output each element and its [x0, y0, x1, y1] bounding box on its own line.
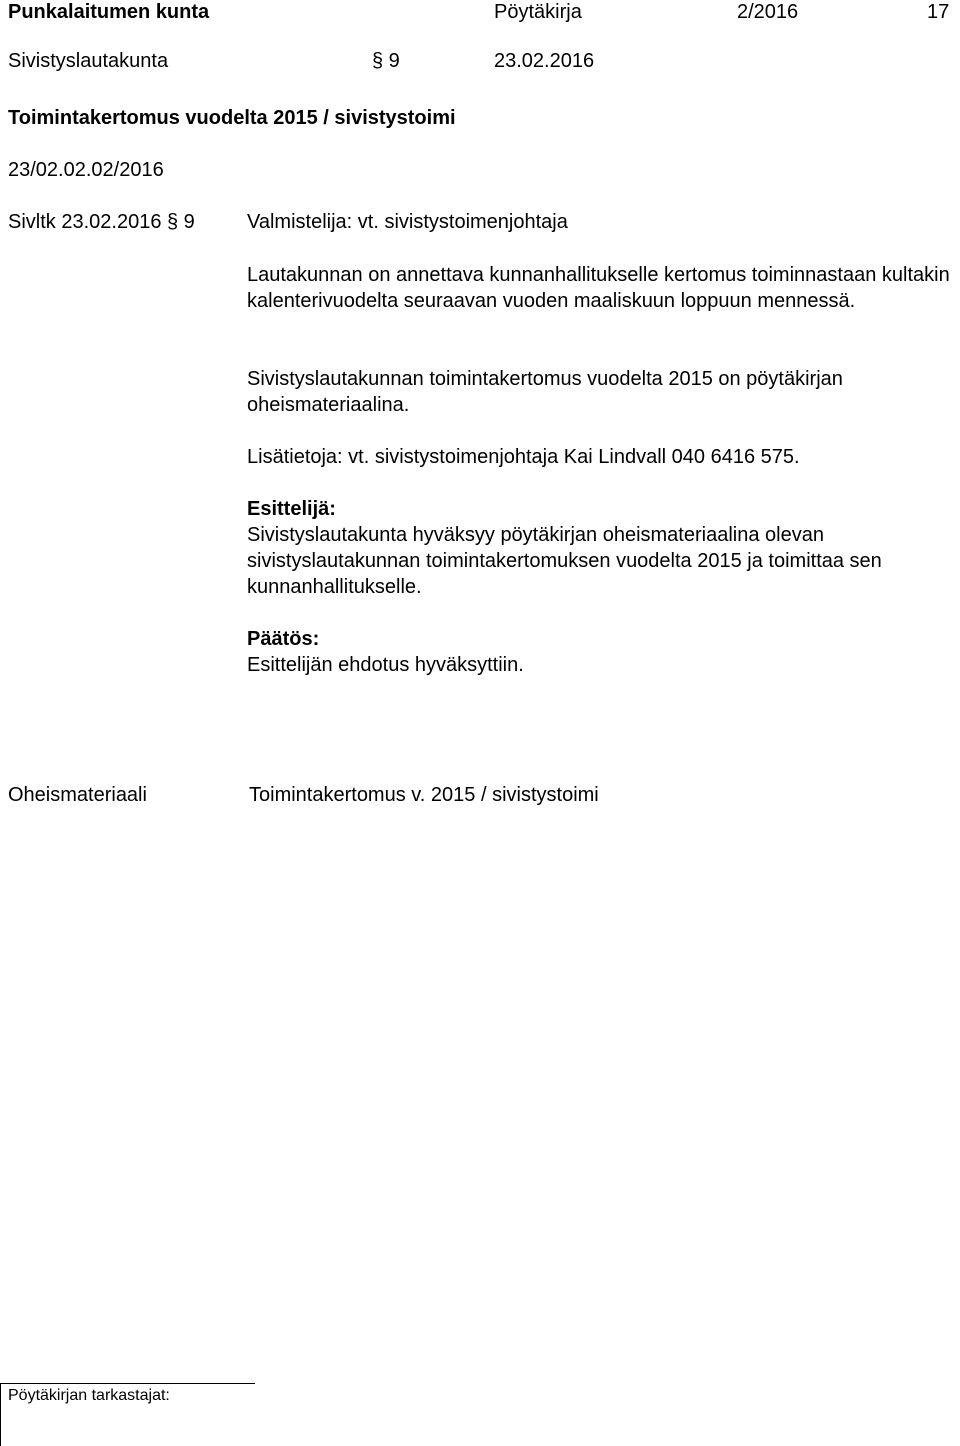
- document-type: Pöytäkirja: [494, 1, 582, 23]
- signature-box: [0, 1383, 255, 1446]
- decision-text: Esittelijän ehdotus hyväksyttiin.: [247, 654, 524, 676]
- page-title: Toimintakertomus vuodelta 2015 / sivistystoimi: [8, 107, 456, 129]
- preparer: Valmistelija: vt. sivistystoimenjohtaja: [247, 211, 568, 233]
- proposal-text: Sivistyslautakunta hyväksyy pöytäkirjan oheismateriaalina olevan sivistyslautakunnan toimintakertomuksen vuodelta 2015 ja toimittaa sen kunnanhallitukselle.: [247, 524, 882, 598]
- record-number: 23/02.02.02/2016: [8, 159, 164, 181]
- item-reference: Sivltk 23.02.2016 § 9: [8, 211, 195, 233]
- signature-label: Pöytäkirjan tarkastajat:: [8, 1387, 170, 1404]
- paragraph-attachment-note: [247, 366, 959, 418]
- paragraph-text: Lautakunnan on annettava kunnanhallitukselle kertomus toiminnastaan kultakin kalenterivuodelta seuraavan vuoden maaliskuun loppuun mennessä.: [247, 264, 950, 312]
- paragraph-text: Sivistyslautakunnan toimintakertomus vuodelta 2015 on pöytäkirjan oheismateriaalina.: [247, 368, 843, 416]
- decision-section: [247, 626, 959, 678]
- proposal-section: [247, 496, 959, 600]
- page-number: 17: [927, 1, 950, 23]
- attachment-label: Oheismateriaali: [8, 784, 147, 806]
- paragraph-text: Lisätietoja: vt. sivistystoimenjohtaja Kai Lindvall 040 6416 575.: [247, 446, 800, 468]
- issue-number: 2/2016: [737, 1, 799, 23]
- section-number: § 9: [372, 50, 400, 72]
- meeting-date: 23.02.2016: [494, 50, 595, 72]
- decision-label: Päätös:: [247, 628, 320, 650]
- municipality-name: Punkalaitumen kunta: [8, 1, 210, 23]
- board-name: Sivistyslautakunta: [8, 50, 169, 72]
- attachment-value: Toimintakertomus v. 2015 / sivistystoimi: [249, 784, 599, 806]
- paragraph-contact: [247, 444, 959, 470]
- proposal-label: Esittelijä:: [247, 498, 336, 520]
- paragraph-statement: [247, 262, 959, 314]
